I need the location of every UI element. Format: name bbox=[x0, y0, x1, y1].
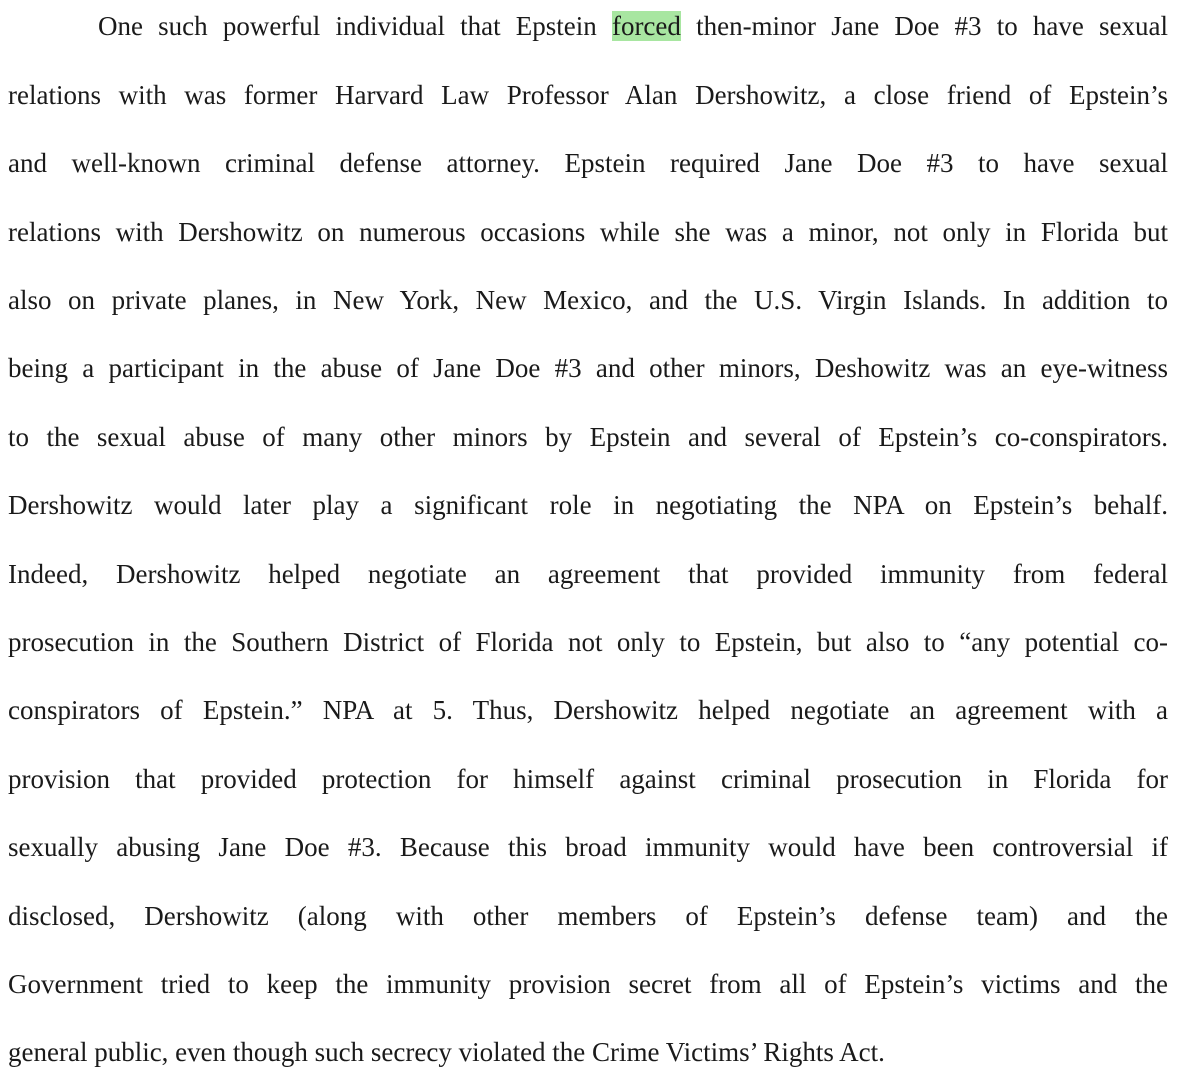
paragraph-line-12: provision that provided protection for himself against criminal prosecution in Florida for bbox=[8, 764, 1168, 794]
paragraph-line-13: sexually abusing Jane Doe #3. Because this broad immunity would have been controversial if bbox=[8, 832, 1168, 862]
paragraph-line-14: disclosed, Dershowitz (along with other members of Epstein’s defense team) and the bbox=[8, 901, 1168, 931]
paragraph-line-4: relations with Dershowitz on numerous occasions while she was a minor, not only in Florida but bbox=[8, 217, 1168, 247]
paragraph-line-3: and well-known criminal defense attorney. Epstein required Jane Doe #3 to have sexual bbox=[8, 148, 1168, 178]
line-1-text-after: then-minor Jane Doe #3 to have sexual bbox=[680, 11, 1169, 41]
paragraph-line-15: Government tried to keep the immunity provision secret from all of Epstein’s victims and the bbox=[8, 969, 1168, 999]
paragraph-line-2: relations with was former Harvard Law Professor Alan Dershowitz, a close friend of Epstein’s bbox=[8, 80, 1168, 110]
paragraph-line-5: also on private planes, in New York, New Mexico, and the U.S. Virgin Islands. In addition to bbox=[8, 285, 1168, 315]
paragraph-line-10: prosecution in the Southern District of Florida not only to Epstein, but also to “any potential co- bbox=[8, 627, 1168, 657]
paragraph-line-8: Dershowitz would later play a significant role in negotiating the NPA on Epstein’s behalf. bbox=[8, 490, 1168, 520]
highlighted-word: forced bbox=[611, 11, 681, 41]
paragraph-line-9: Indeed, Dershowitz helped negotiate an agreement that provided immunity from federal bbox=[8, 559, 1168, 589]
paragraph-line-1 bbox=[98, 6, 1168, 46]
paragraph-line-7: to the sexual abuse of many other minors by Epstein and several of Epstein’s co-conspirators. bbox=[8, 422, 1168, 452]
line-1-text-before: One such powerful individual that Epstein bbox=[98, 11, 612, 41]
paragraph-line-6: being a participant in the abuse of Jane Doe #3 and other minors, Deshowitz was an eye-witness bbox=[8, 353, 1168, 383]
paragraph-line-11: conspirators of Epstein.” NPA at 5. Thus, Dershowitz helped negotiate an agreement with a bbox=[8, 695, 1168, 725]
paragraph-line-16: general public, even though such secrecy violated the Crime Victims’ Rights Act. bbox=[8, 1037, 885, 1067]
